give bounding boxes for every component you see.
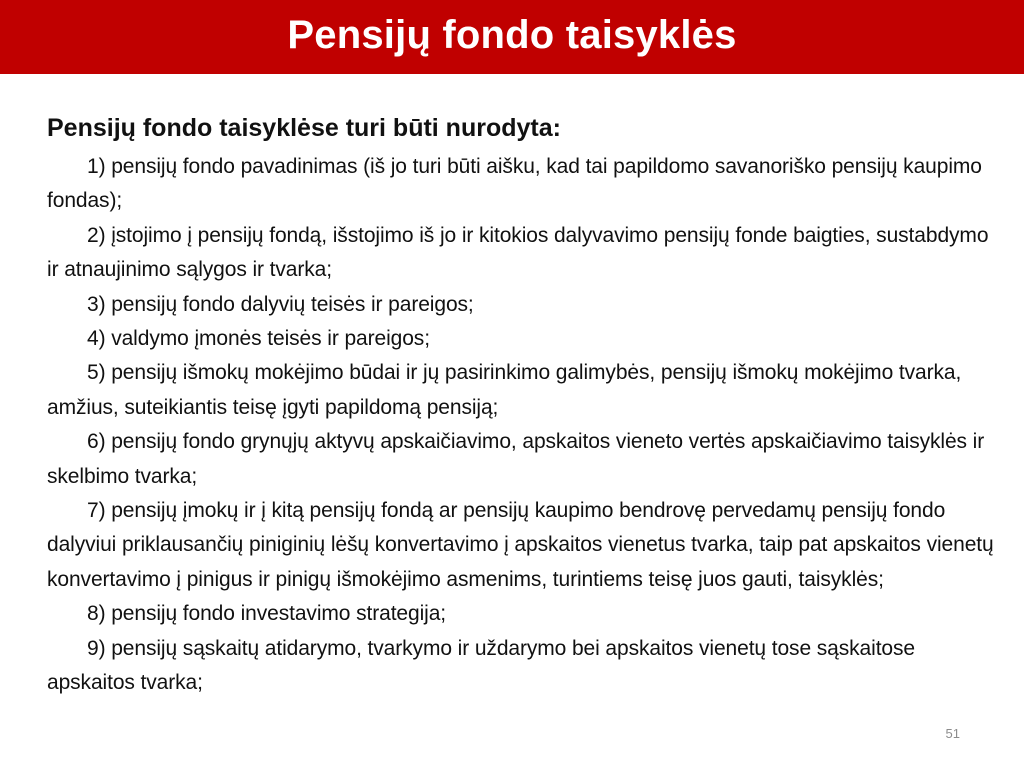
list-item: 6) pensijų fondo grynųjų aktyvų apskaičiavimo, apskaitos vieneto vertės apskaičiavimo taisyklės ir skelbimo tvarka; [47,430,985,488]
list-item: 5) pensijų išmokų mokėjimo būdai ir jų pasirinkimo galimybės, pensijų išmokų mokėjimo tvarka, amžius, suteikiantis teisę įgyti papildomą pensiją; [47,361,962,419]
list-item: 4) valdymo įmonės teisės ir pareigos; [87,327,430,351]
slide-content [47,106,1002,701]
slide-title: Pensijų fondo taisyklės [287,13,737,57]
list-item: 3) pensijų fondo dalyvių teisės ir pareigos; [87,292,474,316]
content-heading: Pensijų fondo taisyklėse turi būti nurodyta: [47,114,561,142]
list-item: 9) pensijų sąskaitų atidarymo, tvarkymo ir uždarymo bei apskaitos vienetų tose sąskaitose apskaitos tvarka; [47,636,915,695]
requirements-list [47,150,1002,701]
list-item: 2) įstojimo į pensijų fondą, išstojimo iš jo ir kitokios dalyvavimo pensijų fonde baigties, sustabdymo ir atnaujinimo sąlygos ir tvarka; [47,223,989,282]
page-number: 51 [945,726,960,741]
list-item: 8) pensijų fondo investavimo strategija; [87,602,447,626]
title-bar [0,0,1024,74]
list-item: 1) pensijų fondo pavadinimas (iš jo turi būti aišku, kad tai papildomo savanoriško pensijų kaupimo fondas); [47,155,982,213]
list-item: 7) pensijų įmokų ir į kitą pensijų fondą ar pensijų kaupimo bendrovę pervedamų pensijų fondo dalyviui priklausančių piniginių lėšų konvertavimo į apskaitos vienetus tvarka, taip pat apskaitos vienetų konvertavimo į pinigus ir pinigų išmokėjimo asmenims, turintiems teisę juos gauti, taisyklės; [47,499,994,591]
